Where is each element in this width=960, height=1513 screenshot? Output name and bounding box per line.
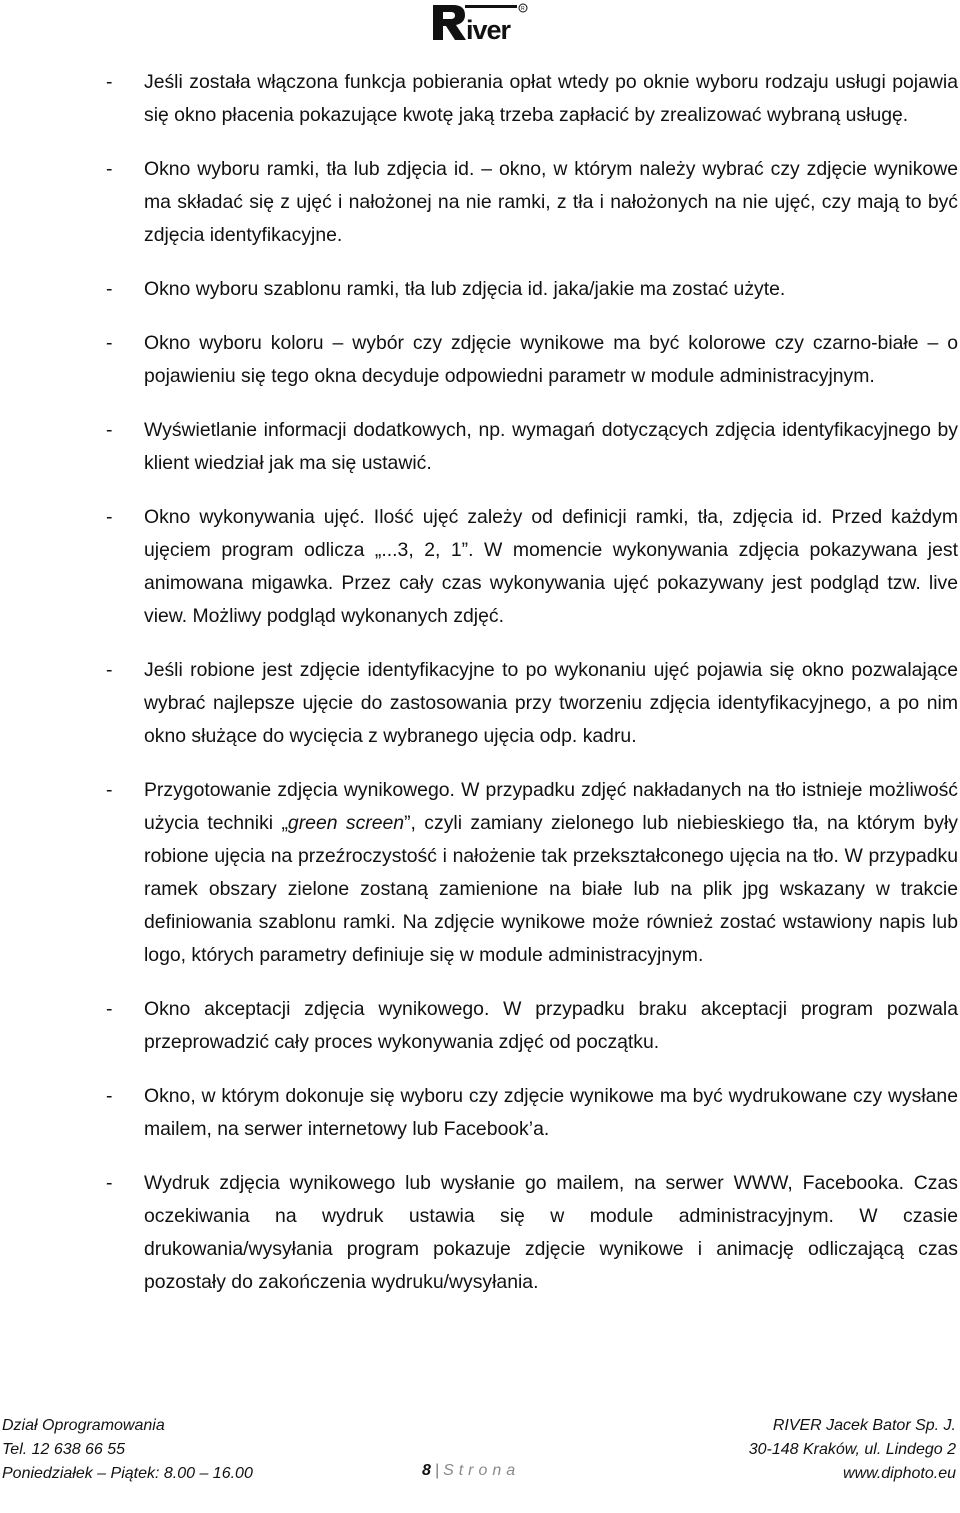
list-item	[106, 774, 958, 972]
list-dash: -	[106, 1085, 113, 1107]
footer-hours: Poniedziałek – Piątek: 8.00 – 16.00	[2, 1465, 253, 1482]
list-dash: -	[106, 71, 113, 93]
list-dash: -	[106, 158, 113, 180]
page-number-value: 8	[422, 1462, 431, 1479]
page-number-label: Strona	[443, 1462, 521, 1479]
logo-wordmark: iver	[466, 15, 511, 42]
list-item	[106, 654, 958, 753]
list-item-text: Jeśli została włączona funkcja pobierania opłat wtedy po oknie wyboru rodzaju usługi pojawia się okno płacenia pokazujące kwotę jaką trzeba zapłacić by zrealizować wybraną usługę.	[144, 71, 958, 126]
list-item-text: Okno wykonywania ujęć. Ilość ujęć zależy od definicji ramki, tła, zdjęcia id. Przed każdym ujęciem program odlicza „...3, 2, 1”. W momencie wykonywania zdjęcia pokazywana jest animowana migawka. Przez cały czas wykonywania ujęć pokazywany jest podgląd tzw. live view. Możliwy podgląd wykonanych zdjęć.	[144, 506, 958, 627]
page-number	[422, 1462, 520, 1480]
list-dash: -	[106, 419, 113, 441]
page-number-separator: |	[434, 1462, 440, 1479]
list-item-text: Wyświetlanie informacji dodatkowych, np. wymagań dotyczących zdjęcia identyfikacyjnego by klient wiedział jak ma się ustawić.	[144, 419, 958, 474]
list-item-text-part: Przygotowanie zdjęcia wynikowego. W przypadku zdjęć nakładanych na tło istnieje możliwość użycia techniki „	[144, 779, 958, 834]
list-dash: -	[106, 332, 113, 354]
list-item	[106, 66, 958, 132]
list-item	[106, 1080, 958, 1146]
list-dash: -	[106, 998, 113, 1020]
list-dash: -	[106, 1172, 113, 1194]
footer-phone: Tel. 12 638 66 55	[2, 1441, 126, 1458]
list-item	[106, 273, 958, 306]
list-item-text: Okno wyboru koloru – wybór czy zdjęcie wynikowe ma być kolorowe czy czarno-białe – o pojawieniu się tego okna decyduje odpowiedni parametr w module administracyjnym.	[144, 332, 958, 387]
footer-website: www.diphoto.eu	[843, 1465, 956, 1482]
footer-company	[749, 1414, 956, 1486]
green-screen-term: green screen	[287, 812, 405, 834]
footer-address: 30-148 Kraków, ul. Lindego 2	[748, 1441, 956, 1458]
footer-company-name: RIVER Jacek Bator Sp. J.	[772, 1417, 956, 1434]
svg-text:R: R	[521, 6, 525, 12]
list-dash: -	[106, 278, 113, 300]
list-item-text: Okno akceptacji zdjęcia wynikowego. W przypadku braku akceptacji program pozwala przeprowadzić cały proces wykonywania zdjęć od początku.	[144, 998, 958, 1053]
list-item-text: Okno, w którym dokonuje się wyboru czy zdjęcie wynikowe ma być wydrukowane czy wysłane mailem, na serwer internetowy lub Facebook’a.	[144, 1085, 958, 1140]
list-item	[106, 327, 958, 393]
river-logo-icon	[431, 2, 529, 42]
document-body	[106, 66, 958, 1299]
list-item	[106, 153, 958, 252]
list-item	[106, 414, 958, 480]
list-item	[106, 993, 958, 1059]
list-dash: -	[106, 779, 113, 801]
list-item-text	[144, 774, 958, 972]
list-item-text: Wydruk zdjęcia wynikowego lub wysłanie go mailem, na serwer WWW, Facebooka. Czas oczekiwania na wydruk ustawia się w module administracyjnym. W czasie drukowania/wysyłania program pokazuje zdjęcie wynikowe i animację odliczającą czas pozostały do zakończenia wydruku/wysyłania.	[144, 1172, 958, 1293]
list-item-text: Jeśli robione jest zdjęcie identyfikacyjne to po wykonaniu ujęć pojawia się okno pozwalające wybrać najlepsze ujęcie do zastosowania przy tworzeniu zdjęcia identyfikacyjnego, a po nim okno służące do wycięcia z wybranego ujęcia odp. kadru.	[144, 659, 958, 747]
list-item-text: Okno wyboru szablonu ramki, tła lub zdjęcia id. jaka/jakie ma zostać użyte.	[144, 278, 786, 300]
list-item-text: Okno wyboru ramki, tła lub zdjęcia id. – okno, w którym należy wybrać czy zdjęcie wynikowe ma składać się z ujęć i nałożonej na nie ramki, z tła i nałożonych na nie ujęć, czy mają to być zdjęcia identyfikacyjne.	[144, 158, 958, 246]
list-dash: -	[106, 659, 113, 681]
footer-department: Dział Oprogramowania	[2, 1417, 165, 1434]
footer-contact	[2, 1414, 253, 1486]
list-item	[106, 501, 958, 633]
list-item-text-part: ”, czyli zamiany zielonego lub niebieskiego tła, na którym były robione ujęcia na przeźroczystość i nałożenie tak przekształconego ujęcia na tło. W przypadku ramek obszary zielone zostaną zamienione na białe lub na plik jpg wskazany w trakcie definiowania szablonu ramki. Na zdjęcie wynikowe może również zostać wstawiony napis lub logo, których parametry definiuje się w module administracyjnym.	[144, 812, 958, 966]
page-header	[0, 0, 960, 50]
list-item	[106, 1167, 958, 1299]
list-dash: -	[106, 506, 113, 528]
river-logo	[431, 2, 529, 42]
